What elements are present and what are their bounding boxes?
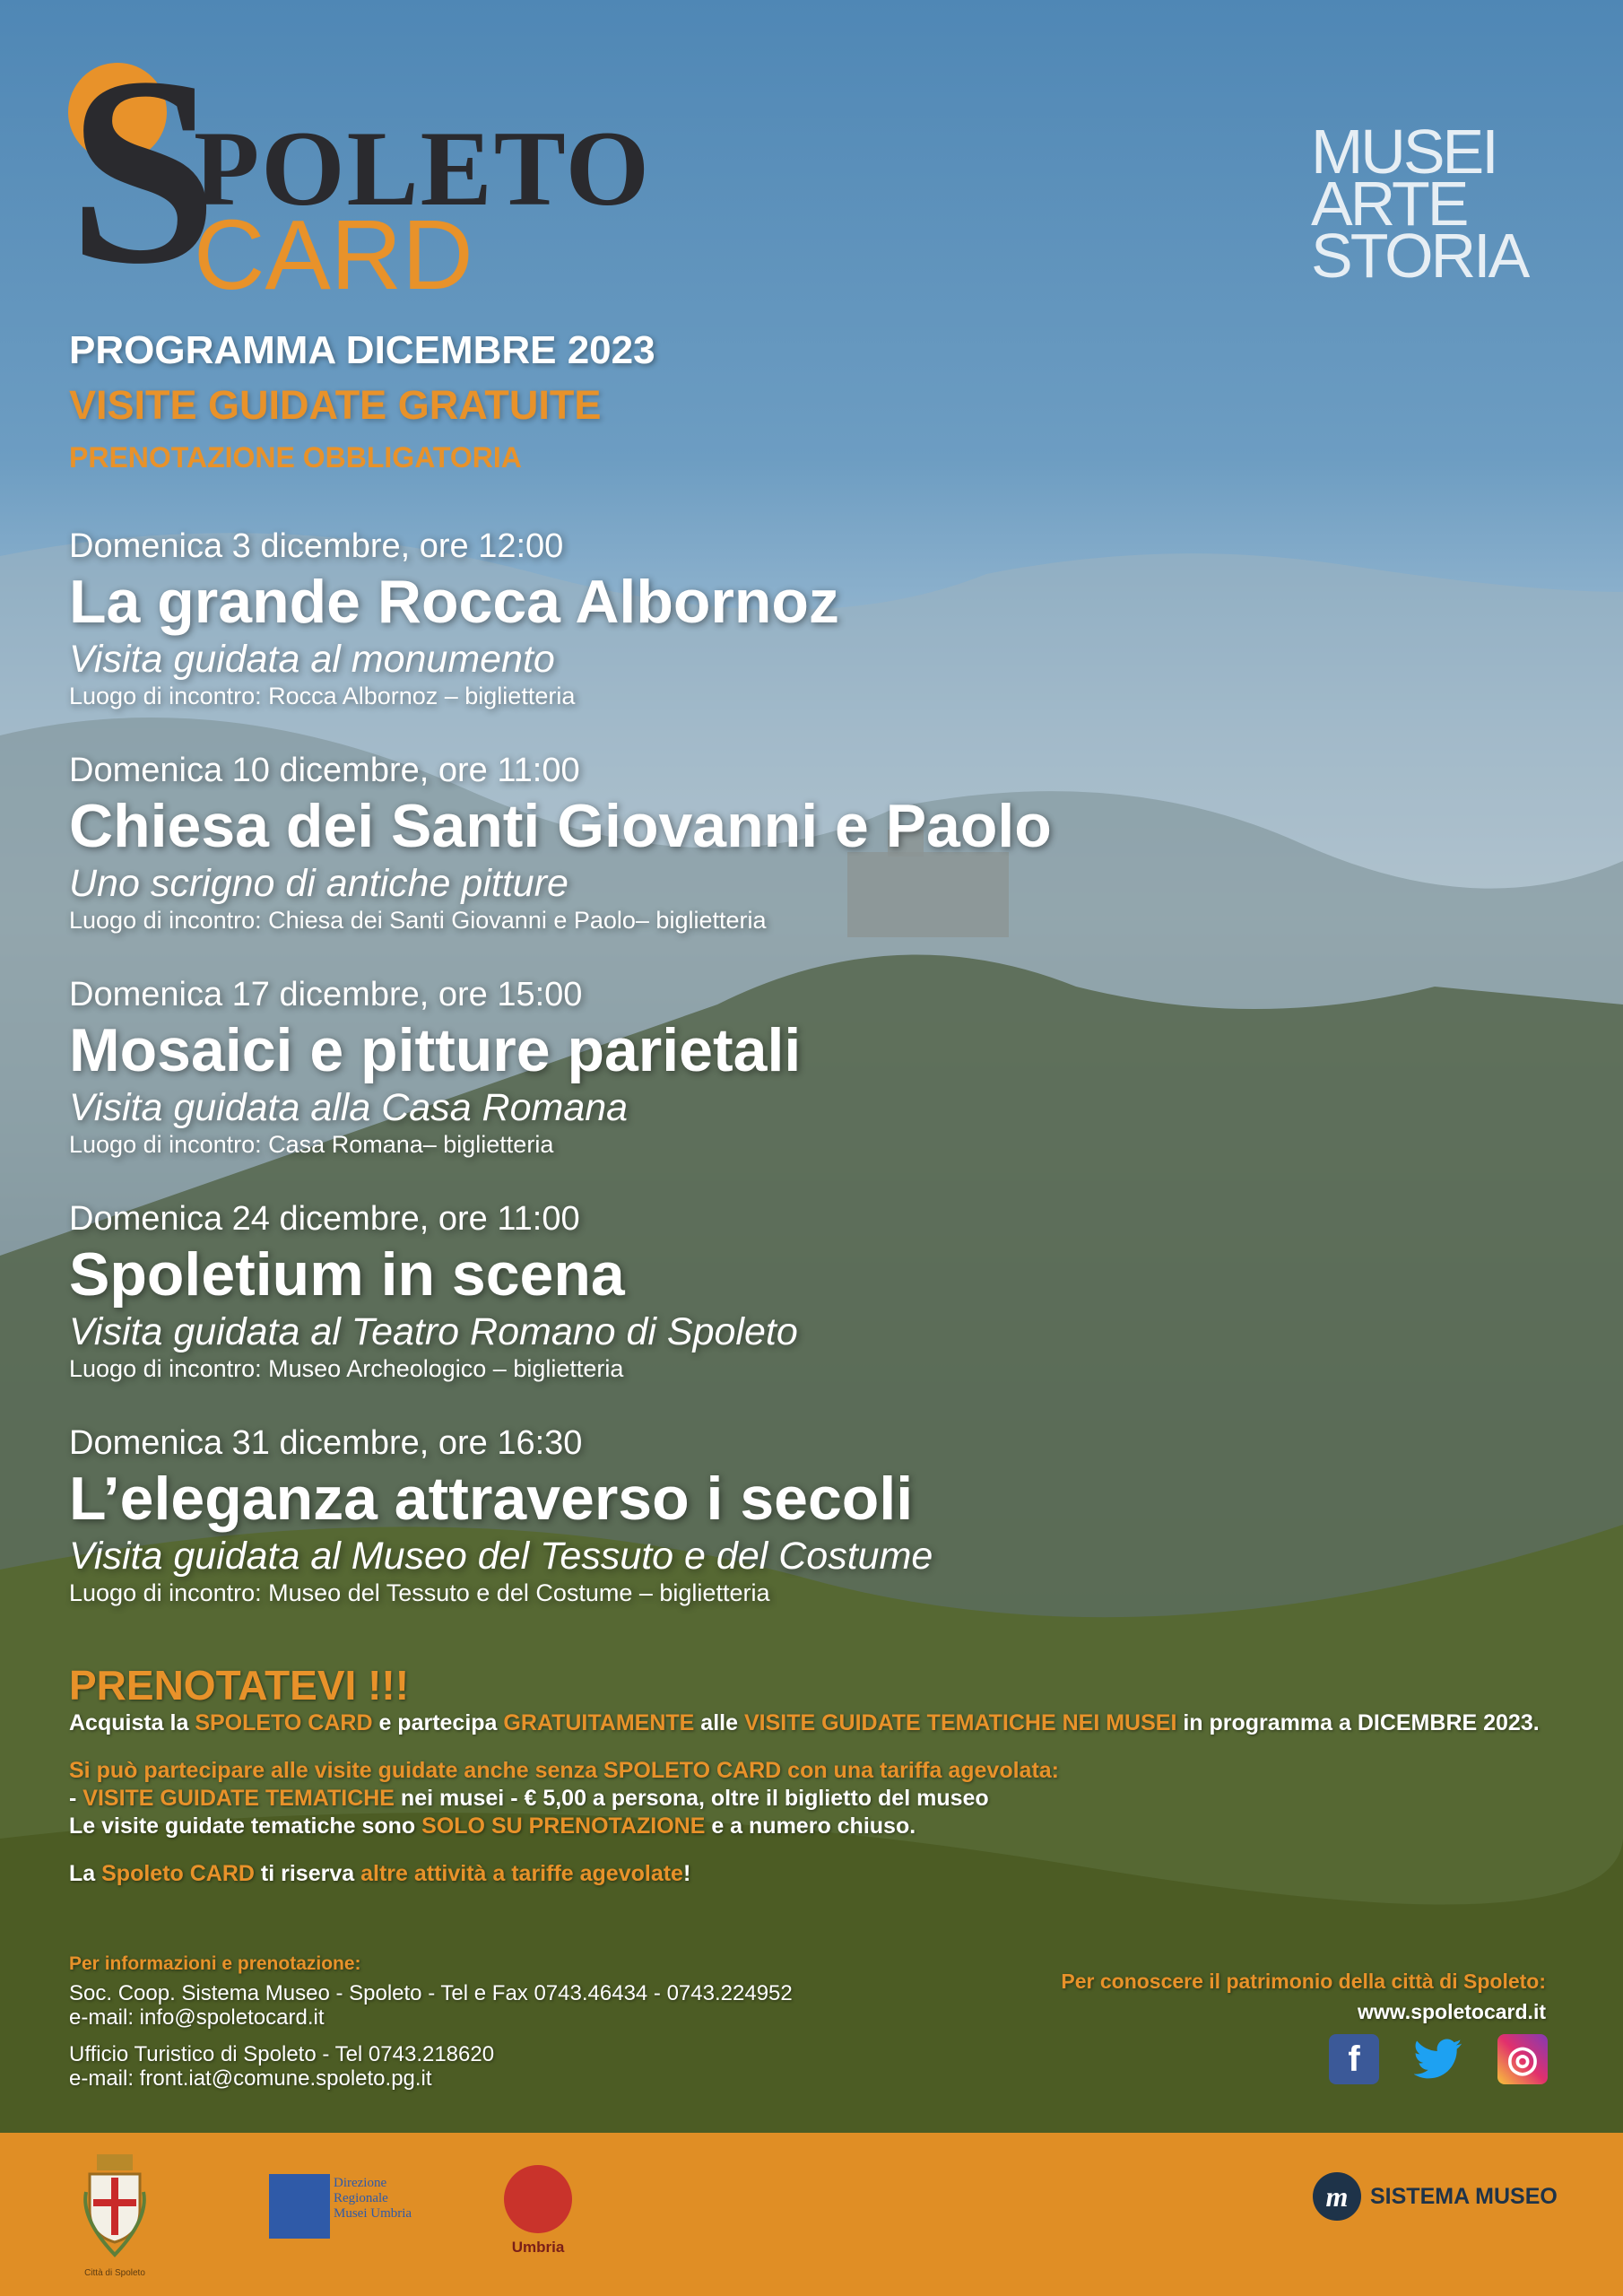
umbria-logo <box>504 2165 572 2257</box>
text-run: GRATUITAMENTE <box>503 1710 695 1735</box>
text-run: e partecipa <box>372 1710 504 1735</box>
booking-section <box>69 1661 1593 1888</box>
text-run: Si può partecipare alle visite guidate anche senza <box>69 1758 604 1783</box>
booking-line-5 <box>69 1860 1593 1888</box>
program-subtitle: VISITE GUIDATE GRATUITE <box>69 382 602 428</box>
social-links <box>1329 2034 1548 2084</box>
text-run: con una tariffa agevolata: <box>781 1758 1060 1783</box>
event-item <box>69 750 1414 974</box>
booking-line-1 <box>69 1709 1593 1737</box>
drm-text: Direzione Regionale Musei Umbria <box>334 2176 412 2221</box>
comune-spoleto-crest-icon <box>79 2147 151 2278</box>
text-run: Spoleto CARD <box>101 1861 255 1886</box>
text-run: - <box>69 1786 83 1811</box>
text-run: altre attività a tariffe agevolate <box>360 1861 683 1886</box>
logo-spoleto: POLETO <box>194 109 651 228</box>
umbria-emblem-icon <box>504 2165 572 2233</box>
program-header <box>69 328 655 474</box>
event-subtitle: Visita guidata alla Casa Romana <box>69 1086 629 1129</box>
event-title: Mosaici e pitture parietali <box>69 1016 802 1084</box>
text-run: SPOLETO CARD <box>603 1758 782 1783</box>
musei-line-2: ARTE <box>1311 169 1467 239</box>
event-place: Luogo di incontro: Casa Romana– biglietteria <box>69 1131 554 1158</box>
event-list <box>69 526 1414 1647</box>
website-info <box>1061 1966 1546 2027</box>
crest-caption: Città di Spoleto <box>84 2268 145 2278</box>
text-run: ! <box>682 1861 691 1886</box>
event-item <box>69 1422 1414 1647</box>
booking-title: PRENOTATEVI !!! <box>69 1662 410 1709</box>
contact-email[interactable]: e-mail: front.iat@comune.spoleto.pg.it <box>69 2066 432 2091</box>
text-run: Le visite guidate tematiche sono <box>69 1813 422 1839</box>
spoleto-card-logo <box>68 22 660 319</box>
website-label: Per conoscere il patrimonio della città di Spoleto: <box>1061 1970 1546 1993</box>
text-run: La <box>69 1861 102 1886</box>
instagram-icon[interactable]: ◎ <box>1497 2034 1548 2084</box>
event-place: Luogo di incontro: Museo Archeologico – biglietteria <box>69 1355 624 1382</box>
event-date: Domenica 17 dicembre, ore 15:00 <box>69 976 583 1013</box>
contact-line: Soc. Coop. Sistema Museo - Spoleto - Tel e Fax 0743.46434 - 0743.224952 <box>69 1981 793 2005</box>
contact-line: Ufficio Turistico di Spoleto - Tel 0743.218620 <box>69 2042 495 2066</box>
event-item <box>69 1198 1414 1422</box>
event-item <box>69 526 1414 750</box>
event-place: Luogo di incontro: Rocca Albornoz – biglietteria <box>69 683 576 709</box>
facebook-icon[interactable]: f <box>1329 2034 1379 2084</box>
text-run: nei musei - € 5,00 a persona, oltre il biglietto del museo <box>394 1786 989 1811</box>
website-link[interactable]: www.spoletocard.it <box>1357 2000 1546 2023</box>
event-subtitle: Visita guidata al monumento <box>69 638 555 681</box>
event-date: Domenica 10 dicembre, ore 11:00 <box>69 752 580 789</box>
contact-email[interactable]: e-mail: info@spoletocard.it <box>69 2005 325 2030</box>
event-place: Luogo di incontro: Museo del Tessuto e del Costume – biglietteria <box>69 1579 770 1606</box>
logo-letter-s: S <box>68 22 218 319</box>
text-run: SPOLETO CARD <box>195 1710 373 1735</box>
musei-line-1: MUSEI <box>1311 117 1497 187</box>
umbria-label: Umbria <box>511 2239 565 2256</box>
booking-required: PRENOTAZIONE OBBLIGATORIA <box>69 441 522 474</box>
booking-line-3 <box>69 1785 1593 1813</box>
text-run: in programma a DICEMBRE 2023. <box>1176 1710 1540 1735</box>
event-subtitle: Uno scrigno di antiche pitture <box>69 862 568 905</box>
text-run: SOLO SU PRENOTAZIONE <box>421 1813 706 1839</box>
musei-arte-storia-logo <box>1311 117 1528 291</box>
sistema-museo-label: SISTEMA MUSEO <box>1370 2183 1558 2209</box>
text-run: alle <box>694 1710 744 1735</box>
text-run: e a numero chiuso. <box>705 1813 916 1839</box>
program-title: PROGRAMMA DICEMBRE 2023 <box>69 328 655 372</box>
event-item <box>69 974 1414 1198</box>
twitter-icon[interactable] <box>1413 2034 1463 2084</box>
event-title: Spoletium in scena <box>69 1240 625 1309</box>
event-date: Domenica 31 dicembre, ore 16:30 <box>69 1424 583 1462</box>
text-run: VISITE GUIDATE TEMATICHE <box>82 1786 395 1811</box>
event-subtitle: Visita guidata al Museo del Tessuto e del Costume <box>69 1535 933 1578</box>
sistema-museo-logo <box>1313 2172 1558 2221</box>
booking-line-2 <box>69 1757 1593 1785</box>
contact-info <box>69 1952 793 2091</box>
footer-logos <box>0 2133 1623 2296</box>
drm-emblem-icon <box>269 2174 330 2239</box>
text-run: Acquista la <box>69 1710 195 1735</box>
booking-line-4 <box>69 1813 1593 1840</box>
event-subtitle: Visita guidata al Teatro Romano di Spoleto <box>69 1310 798 1353</box>
contact-label: Per informazioni e prenotazione: <box>69 1953 361 1974</box>
event-place: Luogo di incontro: Chiesa dei Santi Giovanni e Paolo– biglietteria <box>69 907 767 934</box>
event-title: La grande Rocca Albornoz <box>69 568 839 636</box>
event-title: Chiesa dei Santi Giovanni e Paolo <box>69 792 1052 860</box>
event-date: Domenica 24 dicembre, ore 11:00 <box>69 1200 580 1238</box>
event-title: L’eleganza attraverso i secoli <box>69 1465 914 1533</box>
musei-line-3: STORIA <box>1311 221 1528 291</box>
twitter-bird-icon <box>1414 2039 1462 2080</box>
text-run: VISITE GUIDATE TEMATICHE NEI MUSEI <box>743 1710 1177 1735</box>
sistema-museo-icon: m <box>1313 2172 1361 2221</box>
event-date: Domenica 3 dicembre, ore 12:00 <box>69 527 564 565</box>
logo-card: CARD <box>194 200 473 310</box>
text-run: ti riserva <box>254 1861 361 1886</box>
